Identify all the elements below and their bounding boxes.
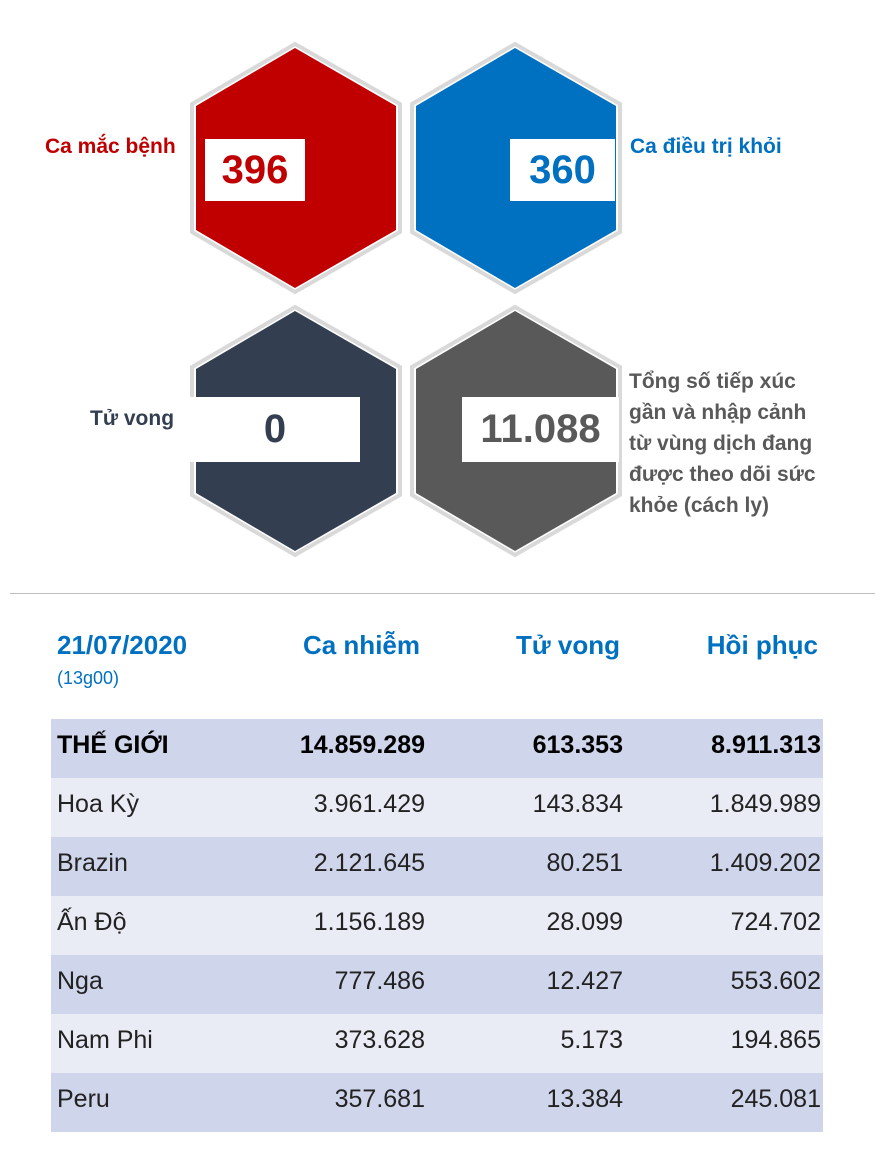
contacts-hexagon — [410, 305, 630, 555]
recovered-value: 360 — [510, 139, 615, 201]
country-stats-table — [51, 719, 823, 1132]
row-name: Nga — [57, 967, 103, 995]
row-cases: 777.486 — [334, 967, 425, 995]
row-cases: 373.628 — [334, 1026, 425, 1054]
row-deaths: 143.834 — [532, 790, 623, 818]
recovered-label: Ca điều trị khỏi — [630, 135, 782, 158]
row-name: Hoa Kỳ — [57, 790, 139, 818]
cases-hexagon — [190, 42, 410, 292]
table-time: (13g00) — [57, 668, 120, 688]
row-recovered: 8.911.313 — [711, 731, 821, 759]
table-row — [51, 1014, 823, 1073]
row-name: Peru — [57, 1085, 110, 1113]
row-deaths: 13.384 — [546, 1085, 623, 1113]
table-row — [51, 778, 823, 837]
table-row — [51, 896, 823, 955]
row-name: THẾ GIỚI — [57, 731, 169, 759]
row-deaths: 28.099 — [546, 908, 623, 936]
row-name: Brazin — [57, 849, 128, 877]
row-deaths: 80.251 — [546, 849, 623, 877]
header-cases: Ca nhiễm — [302, 630, 420, 660]
header-deaths: Tử vong — [515, 630, 620, 660]
recovered-hexagon — [410, 42, 630, 292]
row-recovered: 553.602 — [730, 967, 821, 995]
row-cases: 3.961.429 — [313, 790, 425, 818]
table-row — [51, 837, 823, 896]
contacts-label: Tổng số tiếp xúc gần và nhập cảnh từ vùng dịch đang được theo dõi sức khỏe (cách ly) — [629, 370, 816, 517]
row-cases: 2.121.645 — [313, 849, 425, 877]
row-cases: 357.681 — [334, 1085, 425, 1113]
table-row-world — [51, 719, 823, 778]
deaths-hexagon — [190, 305, 410, 555]
table-date: 21/07/2020 — [57, 630, 188, 660]
deaths-label: Tử vong — [90, 407, 175, 430]
cases-label: Ca mắc bệnh — [45, 135, 176, 158]
row-recovered: 1.409.202 — [709, 849, 821, 877]
contacts-value: 11.088 — [462, 397, 619, 462]
row-recovered: 194.865 — [730, 1026, 821, 1054]
row-deaths: 5.173 — [560, 1026, 623, 1054]
header-recovered: Hồi phục — [706, 630, 818, 660]
row-deaths: 12.427 — [546, 967, 623, 995]
section-divider — [10, 593, 875, 594]
row-cases: 14.859.289 — [299, 731, 425, 759]
cases-value: 396 — [205, 139, 305, 201]
row-cases: 1.156.189 — [313, 908, 425, 936]
row-deaths: 613.353 — [532, 731, 623, 759]
row-recovered: 724.702 — [730, 908, 821, 936]
row-name: Nam Phi — [57, 1026, 153, 1054]
row-name: Ấn Độ — [57, 908, 127, 936]
deaths-value: 0 — [190, 397, 360, 462]
table-row — [51, 955, 823, 1014]
row-recovered: 1.849.989 — [709, 790, 821, 818]
table-row — [51, 1073, 823, 1132]
row-recovered: 245.081 — [730, 1085, 821, 1113]
